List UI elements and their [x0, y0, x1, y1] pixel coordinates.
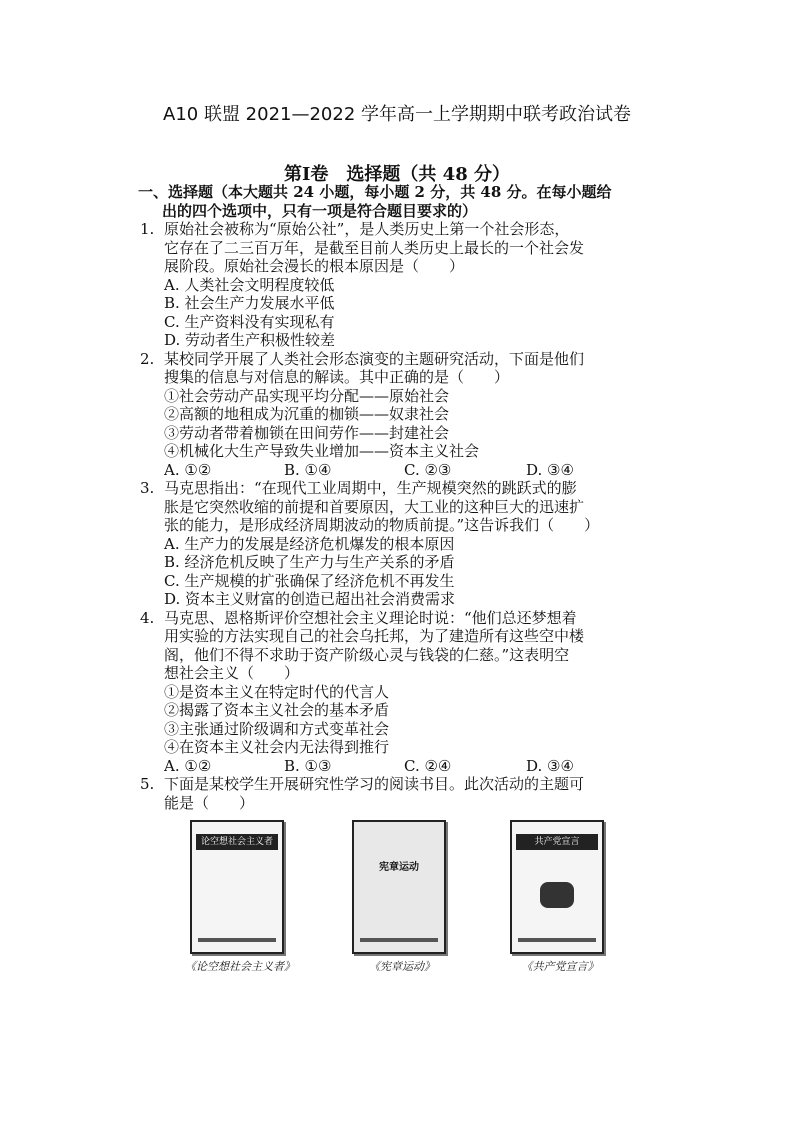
book-cover-line [198, 938, 276, 942]
question-text-line: 阁，他们不得不求助于资产阶级心灵与钱袋的仁慈。”这表明空 [164, 645, 570, 664]
option-d: D. ③④ [526, 756, 574, 775]
option-a: A. ①② [164, 460, 212, 479]
page-title: A10 联盟 2021—2022 学年高一上学期期中联考政治试卷 [163, 104, 631, 125]
option-a: A. 生产力的发展是经济危机爆发的根本原因 [164, 534, 455, 553]
question-text-line: 马克思、恩格斯评价空想社会主义理论时说：“他们总还梦想着 [164, 608, 577, 627]
question-number: 1. [140, 220, 155, 238]
statement-3: ③劳动者带着枷锁在田间劳作——封建社会 [164, 423, 450, 442]
question-text-line: 想社会主义（ ） [164, 664, 300, 682]
option-b: B. ①④ [284, 460, 332, 479]
statement-1: ①是资本主义在特定时代的代言人 [164, 682, 390, 701]
statement-2: ②揭露了资本主义社会的基本矛盾 [164, 701, 390, 719]
option-c: C. ②④ [404, 756, 452, 775]
option-c: C. 生产资料没有实现私有 [164, 312, 335, 331]
question-4 [140, 609, 660, 628]
option-c: C. ②③ [404, 460, 452, 479]
book-1 [185, 820, 295, 973]
book-caption: 《共产党宣言》 [521, 960, 599, 973]
book-cover-image [190, 820, 284, 954]
question-text-line: 原始社会被称为“原始公社”，是人类历史上第一个社会形态， [164, 220, 570, 238]
book-cover-title: 论空想社会主义者 [196, 834, 278, 850]
question-text-line: 用实验的方法实现自己的社会乌托邦，为了建造所有这些空中楼 [164, 627, 585, 645]
book-cover-title: 宪章运动 [379, 862, 419, 873]
question-5 [140, 775, 660, 794]
question-3 [140, 479, 660, 498]
question-text-line: 胀是它突然收缩的前提和首要原因，大工业的这种巨大的迅速扩 [164, 497, 585, 516]
question-number: 2. [140, 349, 155, 368]
question-number: 5. [140, 775, 155, 793]
options-row [140, 461, 660, 480]
option-d: D. 资本主义财富的创造已超出社会消费需求 [164, 590, 456, 608]
statement-4: ④在资本主义社会内无法得到推行 [164, 738, 390, 756]
question-number: 3. [140, 479, 155, 497]
section-heading-line1: 一、选择题（本大题共 24 小题，每小题 2 分，共 48 分。在每小题给 [138, 183, 612, 201]
book-caption: 《宪章运动》 [369, 960, 435, 973]
option-b: B. 社会生产力发展水平低 [164, 294, 335, 312]
book-cover-line [360, 938, 438, 942]
question-text-line: 它存在了二三百万年，是截至目前人类历史上最长的一个社会发 [164, 238, 585, 257]
question-text-line: 搜集的信息与对信息的解读。其中正确的是（ ） [164, 368, 510, 386]
options-row [140, 757, 660, 776]
question-2 [140, 350, 660, 369]
statement-2: ②高额的地租成为沉重的枷锁——奴隶社会 [164, 405, 450, 423]
question-number: 4. [140, 608, 155, 627]
question-1 [140, 220, 660, 239]
question-text-line: 下面是某校学生开展研究性学习的阅读书目。此次活动的主题可 [164, 775, 585, 793]
book-cover-title: 共产党宣言 [516, 834, 598, 850]
question-text-line: 能是（ ） [164, 793, 255, 812]
option-b: B. ①③ [284, 756, 332, 775]
question-text-line: 展阶段。原始社会漫长的根本原因是（ ） [164, 257, 465, 275]
question-text-line: 张的能力，是形成经济周期波动的物质前提。”这告诉我们（ ） [164, 516, 600, 534]
question-text-line: 某校同学开展了人类社会形态演变的主题研究活动，下面是他们 [164, 349, 585, 368]
book-2 [352, 820, 446, 973]
statement-3: ③主张通过阶级调和方式变革社会 [164, 719, 390, 738]
question-content [140, 183, 660, 812]
book-cover-image [510, 820, 604, 954]
book-cover-line [518, 938, 596, 942]
section-title: 第Ⅰ卷 选择题（共 48 分） [283, 164, 510, 185]
book-images [180, 820, 630, 973]
option-d: D. 劳动者生产积极性较差 [164, 331, 336, 349]
option-b: B. 经济危机反映了生产力与生产关系的矛盾 [164, 553, 455, 571]
option-c: C. 生产规模的扩张确保了经济危机不再发生 [164, 571, 455, 590]
portrait-emblem-icon [540, 882, 574, 908]
option-d: D. ③④ [526, 460, 574, 479]
section-heading-line2: 出的四个选项中，只有一项是符合题目要求的） [162, 201, 478, 220]
book-cover-image [352, 820, 446, 954]
book-caption: 《论空想社会主义者》 [185, 960, 295, 973]
option-a: A. 人类社会文明程度较低 [164, 275, 335, 294]
statement-4: ④机械化大生产导致失业增加——资本主义社会 [164, 442, 480, 460]
option-a: A. ①② [164, 756, 212, 775]
question-text-line: 马克思指出：“在现代工业周期中，生产规模突然的跳跃式的膨 [164, 479, 577, 497]
book-3 [510, 820, 604, 973]
statement-1: ①社会劳动产品实现平均分配——原始社会 [164, 386, 450, 405]
